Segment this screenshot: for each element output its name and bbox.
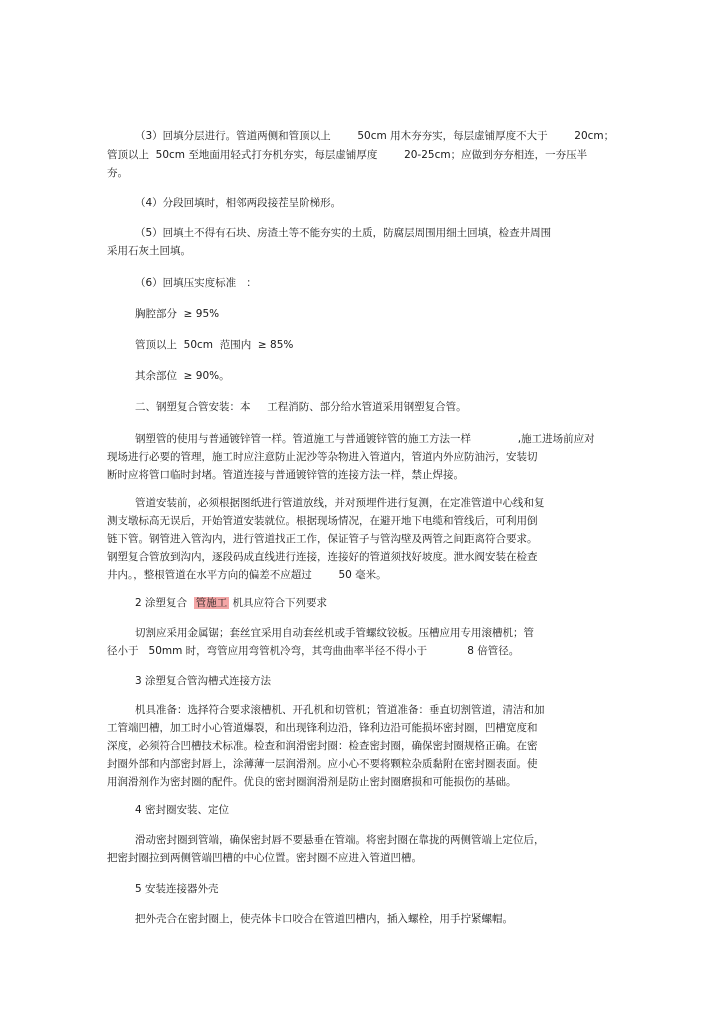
para-backfill-layers-line-2: 管顶以上 50cm 至地面用轻式打夯机夯实，每层虚铺厚度 20-25cm；应做到夯夯相连，一夯压半: [107, 149, 588, 161]
para-pipe-usage-line-2: 现场进行必要的管理，施工时应注意防止泥沙等杂物进入管道内，管道内外应防油污，安装切: [107, 451, 538, 463]
para-connector-housing: 把外壳合在密封圈上，使壳体卡口咬合在管道凹槽内，插入螺栓，用手拧紧螺帽。: [135, 913, 513, 925]
para-pipe-usage-line-3: 断时应将管口临时封堵。管道连接与普通镀锌管的连接方法一样，禁止焊接。: [107, 469, 464, 481]
para-tools-line-2: 径小于 50mm 时，弯管应用弯管机冷弯，其弯曲曲率半径不得小于 8 倍管径。: [107, 645, 520, 657]
compaction-other-parts: 其余部位 ≥ 90%。: [135, 370, 230, 382]
para-pipe-install-line-5: 井内。，整根管道在水平方向的偏差不应超过 50 毫米。: [107, 569, 387, 581]
para-groove-line-4: 封圈外部和内部密封唇上，涂薄薄一层润滑剂。应小心不要将颗粒杂质黏附在密封圈表面。使: [107, 758, 538, 770]
heading-connector-housing: 5 安装连接器外壳: [135, 883, 219, 895]
heading-groove-connection: 3 涂塑复合管沟槽式连接方法: [135, 675, 272, 687]
para-segment-backfill: （4）分段回填时，相邻两段接茬呈阶梯形。: [135, 197, 342, 209]
para-pipe-install-line-4: 钢塑复合管放到沟内，逐段码成直线进行连接，连接好的管道须找好坡度。泄水阀安装在检查: [107, 551, 538, 563]
para-backfill-layers-line-3: 夯。: [107, 167, 128, 179]
heading-tool-requirements-pre: 2 涂塑复合: [135, 597, 194, 609]
heading-tool-requirements: [135, 596, 327, 611]
para-tools-line-1: 切割应采用金属锯；套丝宜采用自动套丝机或手管螺纹铰板。压槽应用专用滚槽机；管: [135, 627, 534, 639]
highlighted-text: 管施工: [195, 597, 228, 609]
para-compaction-standard: （6）回填压实度标准 ：: [135, 277, 257, 289]
heading-seal-ring: 4 密封圈安装、定位: [135, 804, 230, 816]
compaction-pipe-top: 管顶以上 50cm 范围内 ≥ 85%: [135, 339, 294, 351]
para-groove-line-3: 深度，必须符合凹槽技术标准。检查和润滑密封圈：检查密封圈，确保密封圈规格正确。在密: [107, 740, 538, 752]
para-groove-line-5: 用润滑剂作为密封圈的配件。优良的密封圈润滑剂是防止密封圈磨损和可能损伤的基础。: [107, 776, 517, 788]
para-pipe-usage-line-1: 钢塑管的使用与普通镀锌管一样。管道施工与普通镀锌管的施工方法一样 ,施工进场前应对: [135, 433, 595, 445]
para-seal-ring-line-2: 把密封圈拉到两侧管端凹槽的中心位置。密封圈不应进入管道凹槽。: [107, 852, 422, 864]
para-pipe-install-line-3: 链下管。钢管进入管沟内，进行管道找正工作，保证管子与管沟壁及两管之间距离符合要求。: [107, 533, 538, 545]
para-groove-line-1: 机具准备：选择符合要求滚槽机、开孔机和切管机；管道准备：垂直切割管道，清洁和加: [135, 704, 545, 716]
para-groove-line-2: 工管端凹槽，加工时小心管道爆裂，和出现锋利边沿，锋利边沿可能损坏密封圈，凹槽宽度和: [107, 722, 538, 734]
section-steel-plastic-pipe: 二、钢塑复合管安装：本 工程消防、部分给水管道采用钢塑复合管。: [135, 401, 467, 413]
para-seal-ring-line-1: 滑动密封圈到管端，确保密封唇不要悬垂在管端。将密封圈在靠拢的两侧管端上定位后，: [135, 834, 545, 846]
para-pipe-install-line-2: 测支墩标高无误后，开始管道安装就位。根据现场情况，在避开地下电缆和管线后，可利用倒: [107, 515, 538, 527]
para-pipe-install-line-1: 管道安装前，必须根据图纸进行管道放线，并对预埋件进行复测，在定准管道中心线和复: [135, 497, 545, 509]
para-backfill-layers-line-1: （3）回填分层进行。管道两侧和管顶以上 50cm 用木夯夯实，每层虚铺厚度不大于 20cm；: [135, 130, 615, 142]
compaction-chest-part: 胸腔部分 ≥ 95%: [135, 308, 220, 320]
heading-tool-requirements-post: 机具应符合下列要求: [229, 597, 328, 609]
para-backfill-soil-line-1: （5）回填土不得有石块、房渣土等不能夯实的土质，防腐层周围用细土回填，检查井周围: [135, 227, 552, 239]
para-backfill-soil-line-2: 采用石灰土回填。: [107, 245, 191, 257]
